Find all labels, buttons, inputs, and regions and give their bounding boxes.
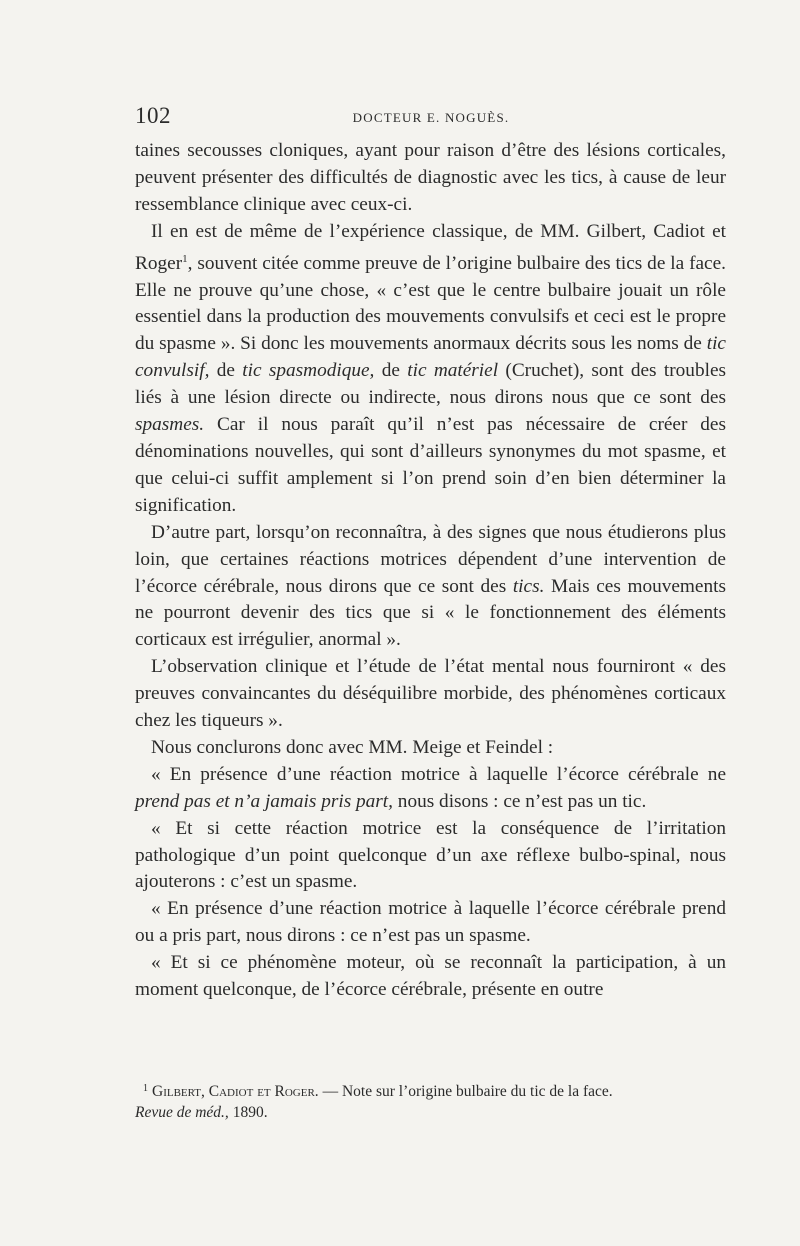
text-run: (Cruchet), sont des troubles liés à une lésion directe ou indirecte, nous dirons nous que ce sont des — [135, 360, 726, 409]
footnote-reference: 1 — [182, 252, 188, 265]
text-run: « Et si cette réaction motrice est la conséquence de l’irritation pathologique d’un point quelconque d’un axe réflexe bulbo-spinal, nous ajouterons : c’est un spasme. — [135, 817, 726, 893]
body-text — [135, 138, 726, 1004]
footnote-text: — Note sur l’origine bulbaire du tic de la face. — [318, 1083, 613, 1100]
footnote-year: 1890. — [228, 1104, 268, 1121]
text-run: de — [209, 360, 243, 382]
paragraph — [135, 816, 726, 897]
page-header — [135, 103, 727, 133]
paragraph — [135, 219, 726, 520]
text-run: , souvent citée comme preuve de l’origine bulbaire des tics de la face. Elle ne prouve qu’une chose, « c’est que le centre bulbaire jouait un rôle essentiel dans la production des mouvements convulsifs et ceci est le propre du spasme ». Si donc les mouvements anormaux décrits sous les noms de — [135, 252, 726, 355]
footnote-mark: 1 — [143, 1083, 148, 1094]
paragraph — [135, 735, 726, 762]
italic-text: prend pas et n’a jamais pris part, — [135, 790, 393, 812]
text-run: Nous conclurons donc avec MM. Meige et Feindel : — [151, 736, 554, 758]
paragraph — [135, 950, 726, 1004]
footnote-paragraph — [135, 1078, 726, 1123]
text-run: nous disons : ce n’est pas un tic. — [392, 790, 647, 812]
italic-text: tic convulsif, — [135, 333, 726, 382]
text-run: Car il nous paraît qu’il n’est pas nécessaire de créer des dénominations nouvelles, qui sont d’ailleurs synonymes du mot spasme, et que celui-ci suffit amplement si l’on prend soin d’en bien déterminer la signification. — [135, 414, 726, 516]
paragraph — [135, 654, 726, 735]
footnote-journal: Revue de méd., — [135, 1104, 229, 1121]
paragraph — [135, 138, 726, 219]
paragraph — [135, 762, 726, 816]
text-run: Mais ces mouvements ne pourront devenir des tics que si « le fonctionnement des éléments corticaux est irrégulier, anormal ». — [135, 575, 726, 651]
italic-text: tics. — [512, 575, 545, 597]
paragraph — [135, 896, 726, 950]
italic-text: tic matériel — [407, 360, 499, 382]
running-head: DOCTEUR E. NOGUÈS. — [352, 110, 510, 125]
text-run: « Et si ce phénomène moteur, où se reconnaît la participation, à un moment quelconque, de l’écorce cérébrale, présente en outre — [135, 952, 726, 1001]
italic-text: spasmes. — [135, 414, 205, 436]
page-number: 102 — [135, 103, 171, 128]
text-run: L’observation clinique et l’étude de l’état mental nous fourniront « des preuves convaincantes du déséquilibre morbide, des phénomènes corticaux chez les tiqueurs ». — [135, 656, 726, 732]
text-run: D’autre part, lorsqu’on reconnaîtra, à des signes que nous étudierons plus loin, que certaines réactions motrices dépendent d’une intervention de l’écorce cérébrale, nous dirons que ce sont des — [135, 521, 726, 597]
text-run: de — [374, 360, 408, 382]
text-run: « En présence d’une réaction motrice à laquelle l’écorce cérébrale prend ou a pris part, nous dirons : ce n’est pas un spasme. — [135, 898, 726, 947]
text-run: « En présence d’une réaction motrice à laquelle l’écorce cérébrale ne — [151, 763, 726, 785]
text-run: Il en est de même de l’expérience classique, de MM. Gilbert, Cadiot et Roger — [135, 220, 726, 274]
paragraph — [135, 520, 726, 655]
footnote-authors: Gilbert, Cadiot et Roger. — [152, 1083, 319, 1100]
text-run: taines secousses cloniques, ayant pour raison d’être des lésions corticales, peuvent présenter des difficultés de diagnostic avec les tics, à cause de leur ressemblance clinique avec ceux-ci. — [135, 140, 726, 215]
italic-text: tic spasmodique, — [242, 360, 375, 382]
footnote — [135, 1078, 726, 1123]
